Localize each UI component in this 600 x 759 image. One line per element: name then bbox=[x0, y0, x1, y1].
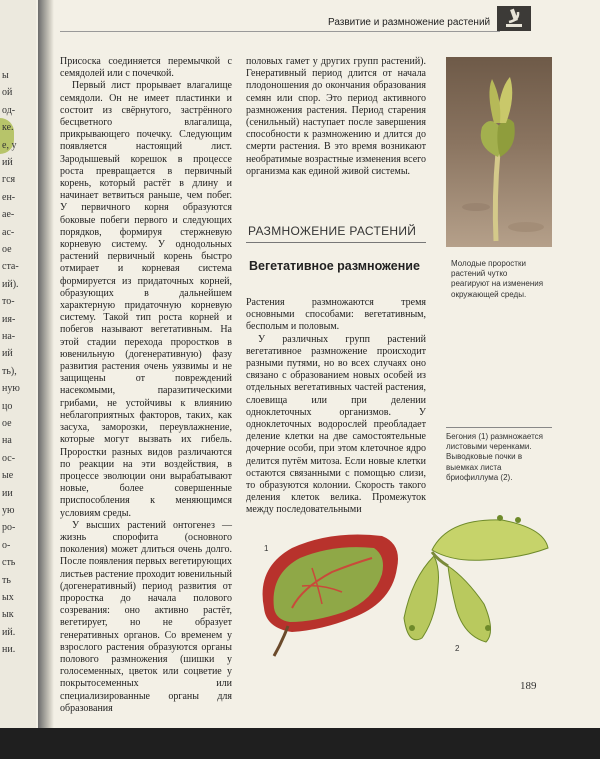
prev-page-text-fragment: ык bbox=[2, 609, 14, 621]
prev-page-text-fragment: е, у bbox=[2, 139, 17, 151]
book-gutter bbox=[38, 0, 54, 728]
prev-page-text-fragment: ть bbox=[2, 574, 11, 586]
caption-begonia: Бегония (1) размножается листовыми черенками. Выводковые почки в выемках листа бриофиллума (2). bbox=[446, 432, 543, 482]
section-title: РАЗМНОЖЕНИЕ РАСТЕНИЙ bbox=[248, 224, 417, 238]
page-number: 189 bbox=[520, 680, 537, 692]
prev-page-text-fragment: то- bbox=[2, 296, 15, 308]
prev-page-text-fragment: ас- bbox=[2, 226, 15, 238]
caption-rule bbox=[446, 427, 552, 428]
begonia-bryophyllum-illustration bbox=[252, 508, 552, 658]
paragraph: половых гамет у других групп растений). Генеративный период длится от начала плодоношения до окончания образования семян или спор. Это период активного размножения растения. Период старения (сенильный) наступает после завершения способности к размножению и длится до смерти растения. В это время возникают необратимые возрастные изменения всего организма как единой живой системы. bbox=[246, 56, 426, 177]
paragraph: У различных групп растений вегетативное размножение происходит разными путями, но во всех случаях оно связано с образованием новых особей из отдельных вегетативных частей растения, слоевища или при делении одноклеточных организмов. У одноклеточных водорослей преобладает деление клетки на две самостоятельные дочерние особи, при этом клеточное ядро делится путём митоза. Если новые клетки остаются связанными с помощью слизи, то образуются колонии. Скорость такого деления клеток велика. Промежуток между последовательными bbox=[246, 333, 426, 516]
text-column-middle-top bbox=[246, 56, 426, 178]
prev-page-text-fragment: ы bbox=[2, 70, 9, 81]
prev-page-text-fragment: ен- bbox=[2, 191, 16, 203]
prev-page-text-fragment: цо bbox=[2, 400, 13, 412]
section-rule bbox=[246, 242, 426, 243]
prev-page-text-fragment: ия- bbox=[2, 313, 16, 325]
prev-page-text-fragment: ое bbox=[2, 244, 12, 255]
prev-page-text-fragment: сть bbox=[2, 557, 16, 569]
caption-sprouts: Молодые проростки растений чутко реагируют на изменения окружающей среды. bbox=[451, 259, 544, 299]
text-column-middle-bottom bbox=[246, 297, 426, 517]
prev-page-text-fragment: о- bbox=[2, 539, 11, 551]
prev-page-text-fragment: гся bbox=[2, 174, 16, 186]
previous-page-edge bbox=[0, 0, 40, 730]
prev-page-text-fragment: ста- bbox=[2, 261, 19, 273]
prev-page-text-fragment: ий). bbox=[2, 278, 19, 290]
prev-page-text-fragment: ое bbox=[2, 418, 12, 429]
prev-page-text-fragment: ии bbox=[2, 487, 13, 499]
prev-page-text-fragment: ий. bbox=[2, 626, 16, 638]
text-column-left bbox=[60, 56, 232, 715]
prev-page-text-fragment: на bbox=[2, 435, 12, 447]
prev-page-text-fragment: ий bbox=[2, 157, 13, 168]
figure-label-1: 1 bbox=[264, 544, 269, 553]
scan-background bbox=[0, 728, 600, 759]
paragraph: Присоска соединяется перемычкой с семядолей или с почечкой. bbox=[60, 56, 232, 80]
prev-page-text-fragment: ро- bbox=[2, 522, 16, 534]
paragraph: У высших растений онтогенез — жизнь спорофита (основного поколения) может длиться очень долго. После появления первых вегетирующих листьев растение проходит ювенильный (догенеративный) период развития от проростка до начала полового созревания: оно активно растёт, вегетирует, но не образует генеративных органов. Со временем у взрослого растения образуются органы полового размножения (шишки у голосеменных, цветок или соцветие у покрытосеменных или специализированные органы для образования bbox=[60, 519, 232, 714]
prev-page-text-fragment: ых bbox=[2, 592, 14, 603]
prev-page-text-fragment: ни. bbox=[2, 644, 16, 656]
paragraph: Растения размножаются тремя основными способами: вегетативным, бесполым и половым. bbox=[246, 297, 426, 333]
prev-page-text-fragment: ые bbox=[2, 470, 14, 482]
figure-label-2: 2 bbox=[455, 644, 460, 653]
prev-page-text-fragment: на- bbox=[2, 331, 16, 342]
prev-page-text-fragment: ную bbox=[2, 383, 20, 395]
subheading: Вегетативное размножение bbox=[249, 259, 420, 273]
running-header: Развитие и размножение растений bbox=[328, 17, 491, 28]
prev-page-text-fragment: ос- bbox=[2, 452, 16, 464]
prev-page-text-fragment: ой bbox=[2, 87, 13, 99]
microscope-icon bbox=[497, 6, 531, 31]
prev-page-text-fragment: ий bbox=[2, 348, 13, 360]
sprout-photo bbox=[446, 57, 552, 247]
prev-page-text-fragment: од- bbox=[2, 104, 16, 116]
paragraph: Первый лист прорывает влагалище семядоли. Он не имеет пластинки и состоит из свёрнутого, застрённого бесцветного влагалища, прикрывающего почечку. Следующим появляется настоящий лист. Зародышевый корешок в процессе роста превращается в первичный корень, который растёт в длину и начинает ветвиться раньше, чем побег. У первичного корня образуются боковые побеги первого и следующих порядков, формируя стержневую корневую систему. У однодольных растений первичный корень быстро отмирает и корневая система формируется из придаточных корней, образующих в дальнейшем характерную придаточную корневую систему. Такой тип роста корней и побегов называют вегетативным. На этой стадии перехода проростков в ювенильную (догенеративную) фазу развития растения очень уязвимы и не защищены от повреждений насекомыми, паразитическими грибами, не устойчивы к влиянию неблагоприятных факторов, таких, как засуха, заморозки, переувлажнение, которые могут вызвать их гибель. Проростки разных видов различаются по реакции на эти воздействия, в процессе эволюции они вырабатывают новые, более совершенные приспособления к меняющимся условиям среды. bbox=[60, 80, 232, 519]
header-rule bbox=[60, 31, 500, 32]
prev-page-text-fragment: ке. bbox=[2, 122, 14, 134]
prev-page-text-fragment: ть), bbox=[2, 365, 17, 377]
prev-page-text-fragment: ую bbox=[2, 505, 15, 516]
prev-page-text-fragment: ае- bbox=[2, 209, 15, 221]
